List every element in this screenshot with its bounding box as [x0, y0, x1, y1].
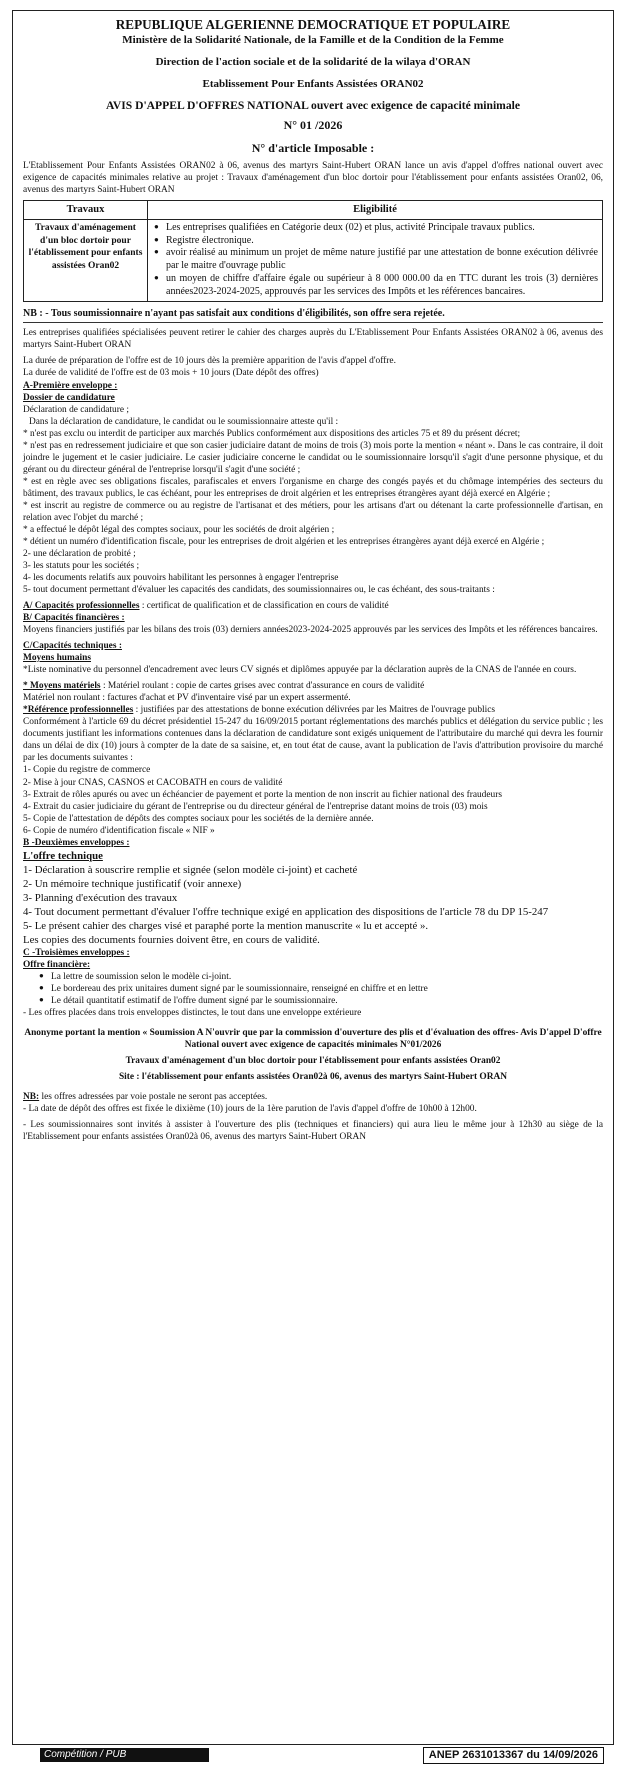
capacites-professionnelles	[23, 600, 603, 612]
moyens-humains-text: *Liste nominative du personnel d'encadrement avec leurs CV signés et diplômes appuyée par la déclaration auprès de la CNAS de l'année en cours.	[23, 665, 577, 676]
announcement-page	[12, 10, 614, 1745]
anonyme-projet: Travaux d'aménagement d'un bloc dortoir pour l'établissement pour enfants assistées Oran02	[125, 1056, 501, 1067]
attributaire-doc: 1- Copie du registre de commerce	[23, 765, 151, 776]
candidature-doc: 4- les documents relatifs aux pouvoirs habilitant les personnes à engager l'entreprise	[23, 573, 339, 584]
offre-technique-item: Les copies des documents fournies doivent être, en cours de validité.	[23, 933, 320, 946]
references-pro	[23, 704, 603, 716]
offre-technique-label: L'offre technique	[23, 849, 103, 862]
offre-financiere-list	[23, 971, 603, 1007]
avis-number: N° 01 /2026	[283, 117, 343, 132]
avis-heading: AVIS D'APPEL D'OFFRES NATIONAL ouvert avec exigence de capacité minimale	[105, 99, 521, 113]
conformement-paragraph: Conformément à l'article 69 du décret présidentiel 15-247 du 16/09/2015 portant réglementations des marchés publics et délégation du service public ; les documents justifiant les informations contenues dans la déclaration de candidature sont exigés uniquement de l'attributaire du marché qui devra les fournir dans un délai de dix (10) jours à compter de la date de sa saisine, et, en tout état de cause, avant la publication de l'avis d'attribution provisoire du marché par les documents suivantes :	[23, 717, 603, 764]
attributaire-doc: 3- Extrait de rôles apurés ou avec un échéancier de payement et porte la mention de non inscrit au fichier national des fraudeurs	[23, 789, 502, 800]
eligibility-item: ● Les entreprises qualifiées en Catégorie deux (02) et plus, activité Principale travaux publics.	[166, 222, 598, 235]
etablissement-heading: Etablissement Pour Enfants Assistées ORAN02	[202, 78, 424, 90]
attestation-item: * est en règle avec ses obligations fiscales, parafiscales et envers l'organisme en charge des congés payés et du chômage intempéries des secteurs du bâtiment, des travaux publics, le cas échéant, pour les entreprises de droit algérien et les entreprises étrangères ayant déjà exercé en Algérie ;	[23, 476, 603, 499]
attributaire-doc: 4- Extrait du casier judiciaire du gérant de l'entreprise ou du directeur général de l'entreprise datant moins de trois (03) mois	[23, 801, 488, 812]
attestation-item: * n'est pas exclu ou interdit de participer aux marchés Publics conformément aux dispositions des articles 75 et 89 du présent décret;	[23, 428, 521, 439]
attestation-list	[23, 428, 603, 548]
cap-pro-text: : certificat de qualification et de classification en cours de validité	[139, 601, 389, 612]
nb-postale	[23, 1091, 603, 1103]
anonyme-site: Site : l'établissement pour enfants assistées Oran02à 06, avenus des martyrs Saint-Hubert ORAN	[118, 1072, 508, 1083]
ref-label: *Référence professionnelles	[23, 705, 134, 716]
ministry-heading: Ministère de la Solidarité Nationale, de la Famille et de la Condition de la Femme	[122, 33, 504, 46]
cap-tech-label: C/Capacités techniques :	[23, 641, 122, 652]
anep-reference: ANEP 2631013367 du 14/09/2026	[423, 1747, 604, 1764]
candidature-docs-list	[23, 548, 603, 596]
eligibility-item: ● avoir réalisé au minimum un projet de même nature justifié par une attestation de bonne exécution délivrée par le maitre d'ouvrage public	[166, 247, 598, 273]
candidature-doc: 5- tout document permettant d'évaluer les capacités des candidats, des soumissionnaires ou, le cas échéant, des sous-traitants :	[23, 585, 495, 596]
mm-text2: Matériel non roulant : factures d'achat et PV d'inventaire visé par un expert assermenté.	[23, 693, 351, 704]
ref-text: : justifiées par des attestations de bonne exécution délivrées par les Maitres de l'ouvrage publics	[133, 705, 496, 716]
moyens-materiels	[23, 680, 603, 692]
nb2-label: NB:	[23, 1092, 40, 1103]
candidature-doc: 3- les statuts pour les sociétés ;	[23, 560, 140, 571]
attestation-item: * a effectué le dépôt légal des comptes sociaux, pour les sociétés de droit algérien ;	[23, 524, 335, 535]
nb-eligibility: NB : - Tous soumissionnaire n'ayant pas satisfait aux conditions d'éligibilités, son offre sera rejetée.	[23, 308, 603, 324]
table-cell-travaux: Travaux d'aménagement d'un bloc dortoir pour l'établissement pour enfants assistées Oran02	[24, 219, 148, 301]
offre-technique-item: 3- Planning d'exécution des travaux	[23, 891, 178, 904]
cap-pro-label: A/ Capacités professionnelles	[23, 601, 140, 612]
attestation-item: * est inscrit au registre de commerce ou au registre de l'artisanat et des métiers, pour les artisans d'art ou détenant la carte professionnelle d'artisan, en relation avec l'objet du marché ;	[23, 500, 603, 523]
mm-label: * Moyens matériels	[23, 681, 101, 692]
offre-technique-item: 1- Déclaration à souscrire remplie et signée (selon modèle ci-joint) et cacheté	[23, 863, 358, 876]
eligibility-item: ● un moyen de chiffre d'affaire égale ou supérieur à 8 000 000.00 da en TTC durant les trois (3) dernières années2023-2024-2025, approuvés par les services des Impôts et les références bancaires.	[166, 273, 598, 299]
offre-financiere-label: Offre financière:	[23, 959, 91, 970]
retrait-paragraph: Les entreprises qualifiées spécialisées peuvent retirer le cahier des charges auprès du L'Etablissement Pour Enfants Assistées ORAN02 à 06, avenus des martyrs Saint-Hubert ORAN	[23, 328, 603, 351]
cap-fin-text: Moyens financiers justifiés par les bilans des trois (03) derniers années2023-2024-2025 approuvés par les services des Impôts et les références bancaires.	[23, 625, 598, 636]
table-cell-eligibilite	[148, 219, 603, 301]
attributaire-doc: 2- Mise à jour CNAS, CASNOS et CACOBATH en cours de validité	[23, 777, 283, 788]
offre-technique-item: 5- Le présent cahier des charges visé et paraphé porte la mention manuscrite « lu et accepté ».	[23, 919, 429, 932]
table-header-eligibilite: Eligibilité	[148, 201, 603, 219]
republic-heading: REPUBLIQUE ALGERIENNE DEMOCRATIQUE ET POPULAIRE	[115, 17, 511, 32]
offre-financiere-item: ● Le détail quantitatif estimatif de l'offre dument signé par le soumissionnaire.	[51, 995, 603, 1007]
cap-fin-label: B/ Capacités financières :	[23, 613, 125, 624]
env3-title: C -Troisièmes enveloppes :	[23, 947, 130, 958]
offre-technique-item: 2- Un mémoire technique justificatif (voir annexe)	[23, 877, 242, 890]
date-depot: - La date de dépôt des offres est fixée le dixième (10) jours de la 1ère parution de l'avis d'appel d'offre de 10h00 à 12h00.	[23, 1104, 477, 1115]
dossier-candidature-title: Dossier de candidature	[23, 392, 115, 403]
ouverture-plis: - Les soumissionnaires sont invités à assister à l'ouverture des plis (techniques et financiers) qui aura lieu le même jour à 12h30 au siège de la l'Etablissement pour enfants assistées Oran02à 06, avenus des martyrs Saint-Hubert ORAN	[23, 1120, 603, 1143]
attestation-item: * n'est pas en redressement judiciaire et que son casier judiciaire datant de moins de trois (3) mois porte la mention « néant ». Dans le cas contraire, il doit joindre le jugement et le casier judiciaire. Le casier judiciaire concerne le candidat ou le soumissionnaire lorsqu'il s'agit d'une personne physique, et du gérant ou du directeur général de l'entreprise lorsqu'il s'agit d'une société ;	[23, 440, 603, 475]
eligibility-table	[23, 200, 603, 301]
moyens-humains-label: Moyens humains	[23, 653, 91, 664]
declaration-text: Dans la déclaration de candidature, le candidat ou le soumissionnaire atteste qu'il :	[29, 416, 339, 427]
competition-badge: Compétition / PUB	[40, 1748, 209, 1762]
footer-bar	[12, 1746, 614, 1765]
env2-title: B -Deuxièmes enveloppes :	[23, 837, 130, 848]
env1-title: A-Première enveloppe :	[23, 380, 118, 391]
attributaire-doc: 6- Copie de numéro d'identification fiscale « NIF »	[23, 825, 215, 836]
attributaire-docs-list	[23, 764, 603, 836]
declaration-label: Déclaration de candidature ;	[23, 404, 129, 415]
offre-technique-item: 4- Tout document permettant d'évaluer l'offre technique exigé en application des dispositions de l'article 78 du DP 15-247	[23, 905, 549, 918]
offre-financiere-item: ● Le bordereau des prix unitaires dument signé par le soumissionnaire, renseigné en chiffre et en lettre	[51, 983, 603, 995]
table-header-travaux: Travaux	[24, 201, 148, 219]
anonyme-mention: Anonyme portant la mention « Soumission A N'ouvrir que par la commission d'ouverture des plis et d'évaluation des offres- Avis D'appel D'offre National ouvert avec exigence de capacités minimales N°01/2026	[24, 1028, 602, 1051]
offre-technique-list	[23, 863, 603, 947]
eligibility-item: ● Registre électronique.	[166, 235, 598, 248]
attributaire-doc: 5- Copie de l'attestation de dépôts des comptes sociaux pour les sociétés de la dernière année.	[23, 813, 374, 824]
nb2-text: les offres adressées par voie postale ne seront pas acceptées.	[39, 1092, 268, 1103]
candidature-doc: 2- une déclaration de probité ;	[23, 548, 136, 559]
mm-text: : Matériel roulant : copie de cartes grises avec contrat d'assurance en cours de validité	[100, 681, 425, 692]
attestation-item: * détient un numéro d'identification fiscale, pour les entreprises de droit algérien et les entreprises étrangères ayant déjà exercé en Algérie ;	[23, 536, 545, 547]
article-heading: N° d'article Imposable :	[251, 140, 375, 155]
direction-heading: Direction de l'action sociale et de la solidarité de la wilaya d'ORAN	[155, 55, 471, 68]
offre-financiere-item: ● La lettre de soumission selon le modèle ci-joint.	[51, 971, 603, 983]
duree-preparation: La durée de préparation de l'offre est de 10 jours dès la première apparition de l'avis d'appel d'offre.	[23, 356, 396, 367]
enveloppes-note: - Les offres placées dans trois enveloppes distinctes, le tout dans une enveloppe extérieure	[23, 1008, 362, 1019]
duree-validite: La durée de validité de l'offre est de 03 mois + 10 jours (Date dépôt des offres)	[23, 368, 319, 379]
intro-paragraph: L'Etablissement Pour Enfants Assistées ORAN02 à 06, avenus des martyrs Saint-Hubert ORAN lance un avis d'appel d'offres national ouvert avec exigence de capacités minimales relative au projet : Travaux d'aménagement d'un bloc dortoir pour l'établissement pour enfants assistées Oran02, 06, avenus des martyrs Saint-Hubert ORAN	[23, 161, 603, 196]
